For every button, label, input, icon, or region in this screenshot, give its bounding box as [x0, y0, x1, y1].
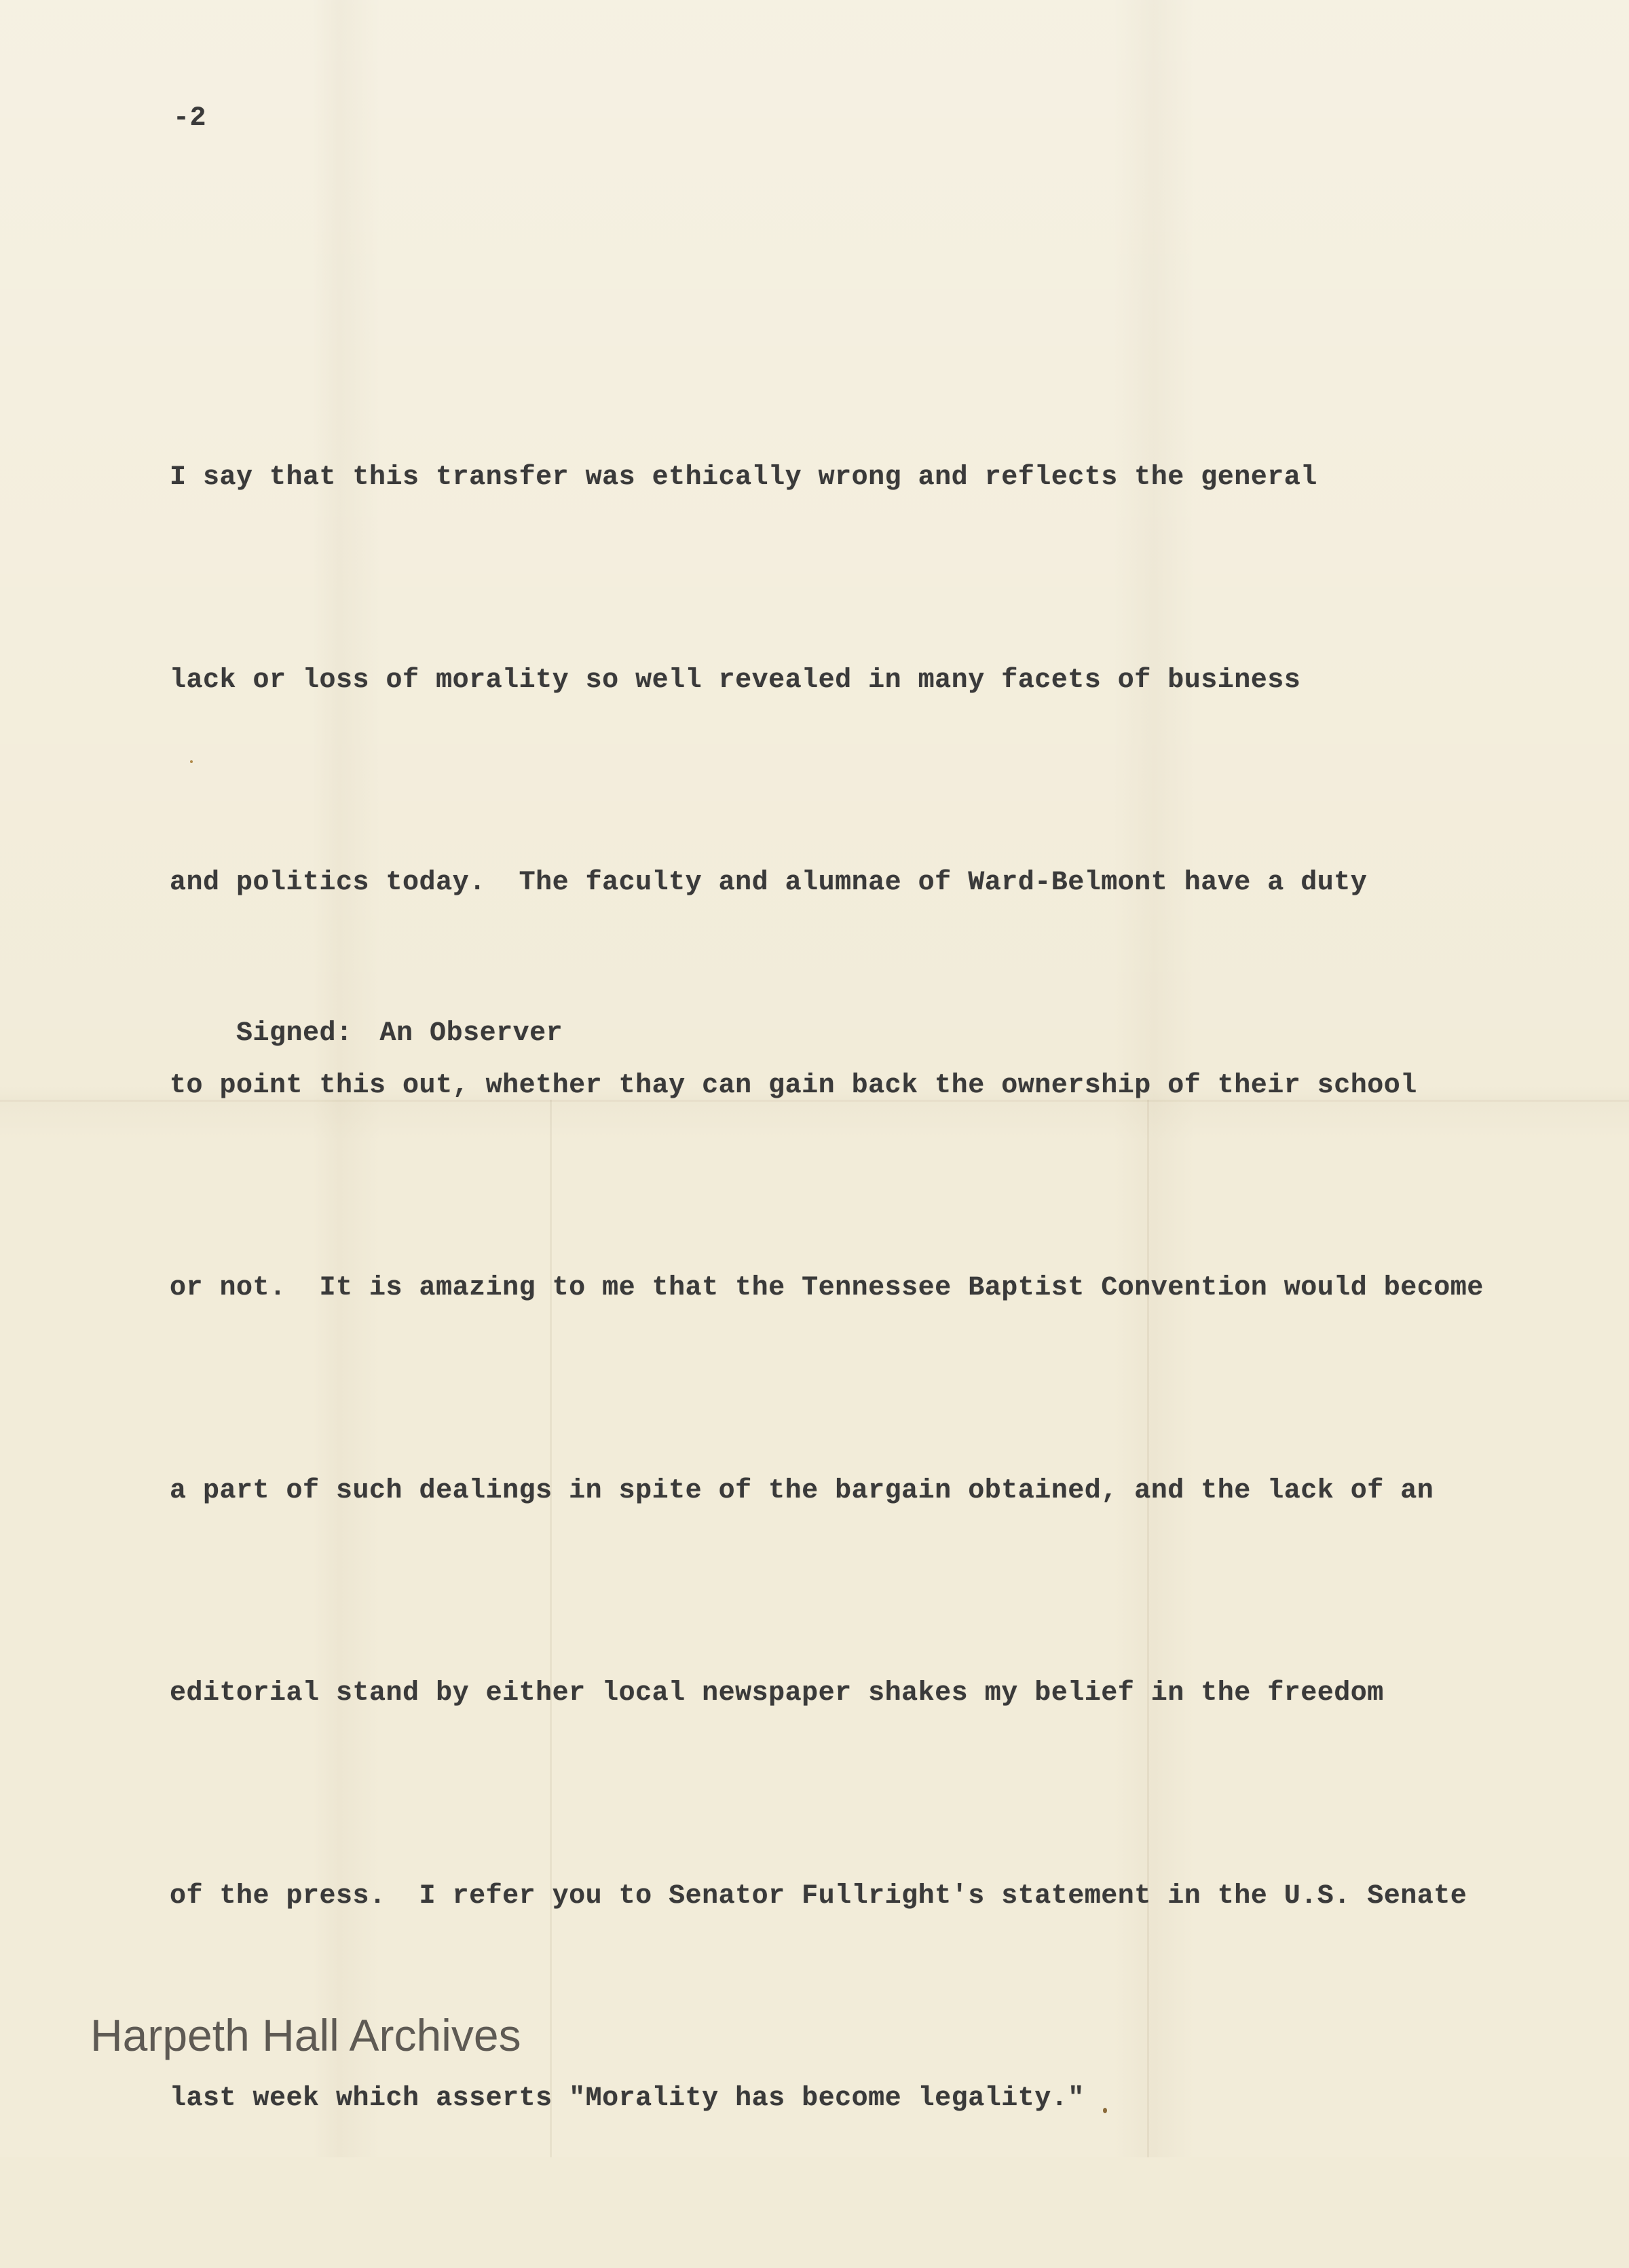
body-line: of the press. I refer you to Senator Fullright's statement in the U.S. Senate — [170, 1880, 1467, 1912]
body-line: and politics today. The faculty and alumnae of Ward-Belmont have a duty — [170, 868, 1368, 898]
body-line: to point this out, whether thay can gain back the ownership of their school — [170, 1070, 1417, 1101]
paper-speck — [190, 760, 193, 763]
letter-body — [170, 309, 1484, 2268]
signature-name: An Observer — [379, 1018, 563, 1049]
signature-label: Signed: — [236, 1018, 353, 1049]
signature-line — [170, 988, 563, 1079]
body-line: editorial stand by either local newspaper shakes my belief in the freedom — [170, 1678, 1384, 1709]
page-number: -2 — [173, 103, 207, 134]
body-line: or not. It is amazing to me that the Tennessee Baptist Convention would become — [170, 1273, 1484, 1303]
body-line: lack or loss of morality so well revealed in many facets of business — [170, 665, 1301, 696]
body-line: I say that this transfer was ethically wrong and reflects the general — [170, 462, 1317, 493]
body-line: last week which asserts "Morality has become legality." — [170, 2083, 1085, 2114]
body-line: a part of such dealings in spite of the bargain obtained, and the lack of an — [170, 1475, 1434, 1506]
paper-speck — [1103, 2108, 1107, 2113]
archive-watermark: Harpeth Hall Archives — [90, 2010, 521, 2060]
